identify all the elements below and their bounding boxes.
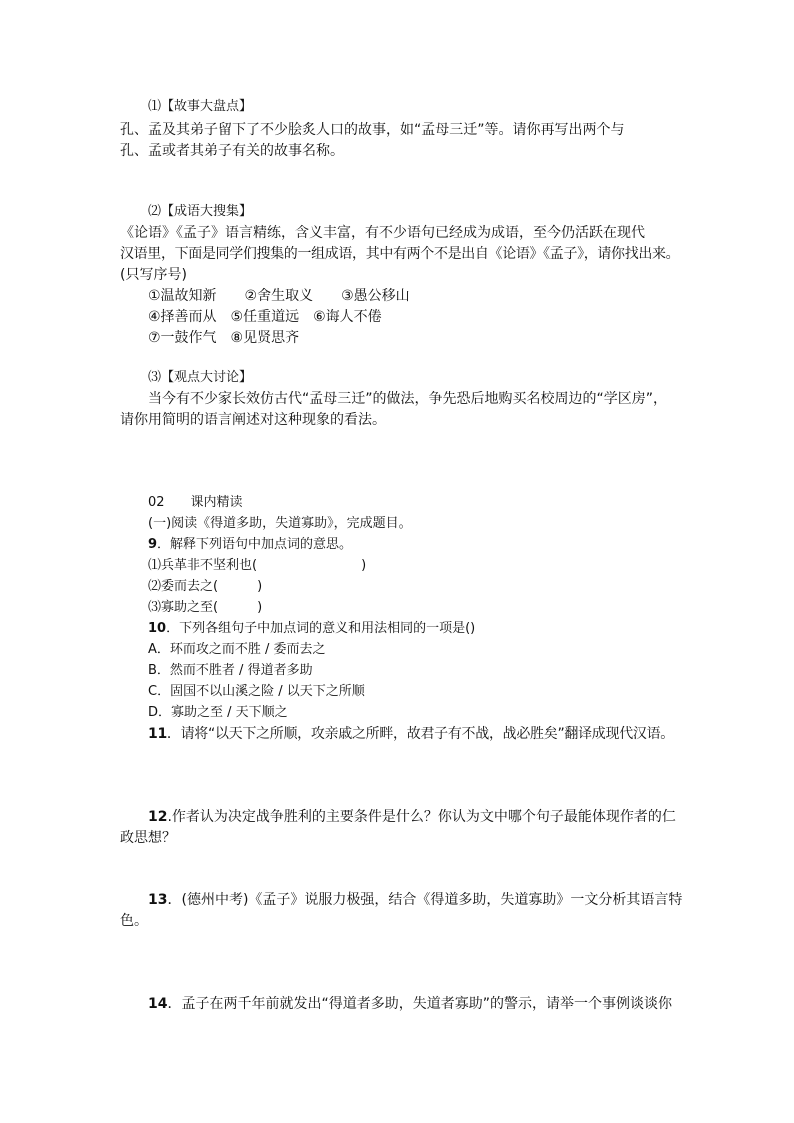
question-14	[148, 994, 672, 1014]
question-text: ．解释下列语句中加点词的意思。	[157, 537, 353, 552]
question-12	[148, 807, 676, 827]
question-number: 12	[148, 809, 168, 825]
question-text: ．(德州中考)《孟子》说服力极强，结合《得道多助，失道寡助》一文分析其语言特	[167, 892, 683, 908]
section1-line-2: 孔、孟或者其弟子有关的故事名称。	[120, 143, 344, 159]
question-11	[148, 724, 674, 744]
question-number: 13	[148, 892, 168, 908]
part-intro: (一)阅读《得道多助，失道寡助》，完成题目。	[148, 516, 412, 531]
part-heading: 02 课内精读	[148, 495, 243, 510]
q10-option-b: B．然而不胜者 / 得道者多助	[148, 663, 313, 678]
question-9	[148, 535, 352, 555]
question-number: 11	[148, 726, 167, 742]
section2-option-row-1: ①温故知新 ②舍生取义 ③愚公移山	[148, 288, 410, 304]
section2-line-2: 汉语里，下面是同学们搜集的一组成语，其中有两个不是出自《论语》《孟子》，请你找出来。	[120, 246, 680, 262]
question-number: 9	[148, 537, 158, 552]
section2-line-3: (只写序号)	[120, 267, 187, 283]
question-text: .作者认为决定战争胜利的主要条件是什么？你认为文中哪个句子最能体现作者的仁	[167, 809, 676, 825]
question-13-line-2: 色。	[120, 913, 148, 929]
question-number: 10	[148, 621, 167, 636]
section2-option-row-2: ④择善而从 ⑤任重道远 ⑥诲人不倦	[148, 309, 382, 325]
section1-line-1: 孔、孟及其弟子留下了不少脍炙人口的故事，如“孟母三迁”等。请你再写出两个与	[120, 122, 625, 138]
q9-item-2: ⑵委而去之( )	[148, 579, 263, 594]
q9-item-3: ⑶寡助之至( )	[148, 600, 263, 615]
section2-line-1: 《论语》《孟子》语言精练，含义丰富，有不少语句已经成为成语，至今仍活跃在现代	[120, 225, 645, 241]
section3-title: ⑶【观点大讨论】	[148, 370, 253, 385]
question-10	[148, 619, 475, 639]
question-number: 14	[148, 996, 168, 1012]
section3-line-1: 当今有不少家长效仿古代“孟母三迁”的做法，争先恐后地购买名校周边的“学区房”，	[148, 391, 668, 407]
question-text: ．下列各组句子中加点词的意义和用法相同的一项是()	[166, 621, 476, 636]
section2-option-row-3: ⑦一鼓作气 ⑧见贤思齐	[148, 330, 300, 346]
q9-item-1: ⑴兵革非不坚利也( )	[148, 558, 367, 573]
question-text: ．请将“以天下之所顺，攻亲戚之所畔，故君子有不战，战必胜矣”翻译成现代汉语。	[166, 726, 674, 742]
section1-title: ⑴【故事大盘点】	[148, 99, 253, 114]
question-12-line-2: 政思想？	[120, 830, 176, 846]
section2-title: ⑵【成语大搜集】	[148, 204, 253, 219]
q10-option-a: A．环而攻之而不胜 / 委而去之	[148, 642, 326, 657]
q10-option-d: D．寡助之至 / 天下顺之	[148, 705, 288, 720]
q10-option-c: C．固国不以山溪之险 / 以天下之所顺	[148, 684, 365, 699]
question-13	[148, 890, 682, 910]
question-text: ．孟子在两千年前就发出“得道者多助，失道者寡助”的警示，请举一个事例谈谈你	[167, 996, 672, 1012]
section3-line-2: 请你用简明的语言阐述对这种现象的看法。	[120, 412, 386, 428]
